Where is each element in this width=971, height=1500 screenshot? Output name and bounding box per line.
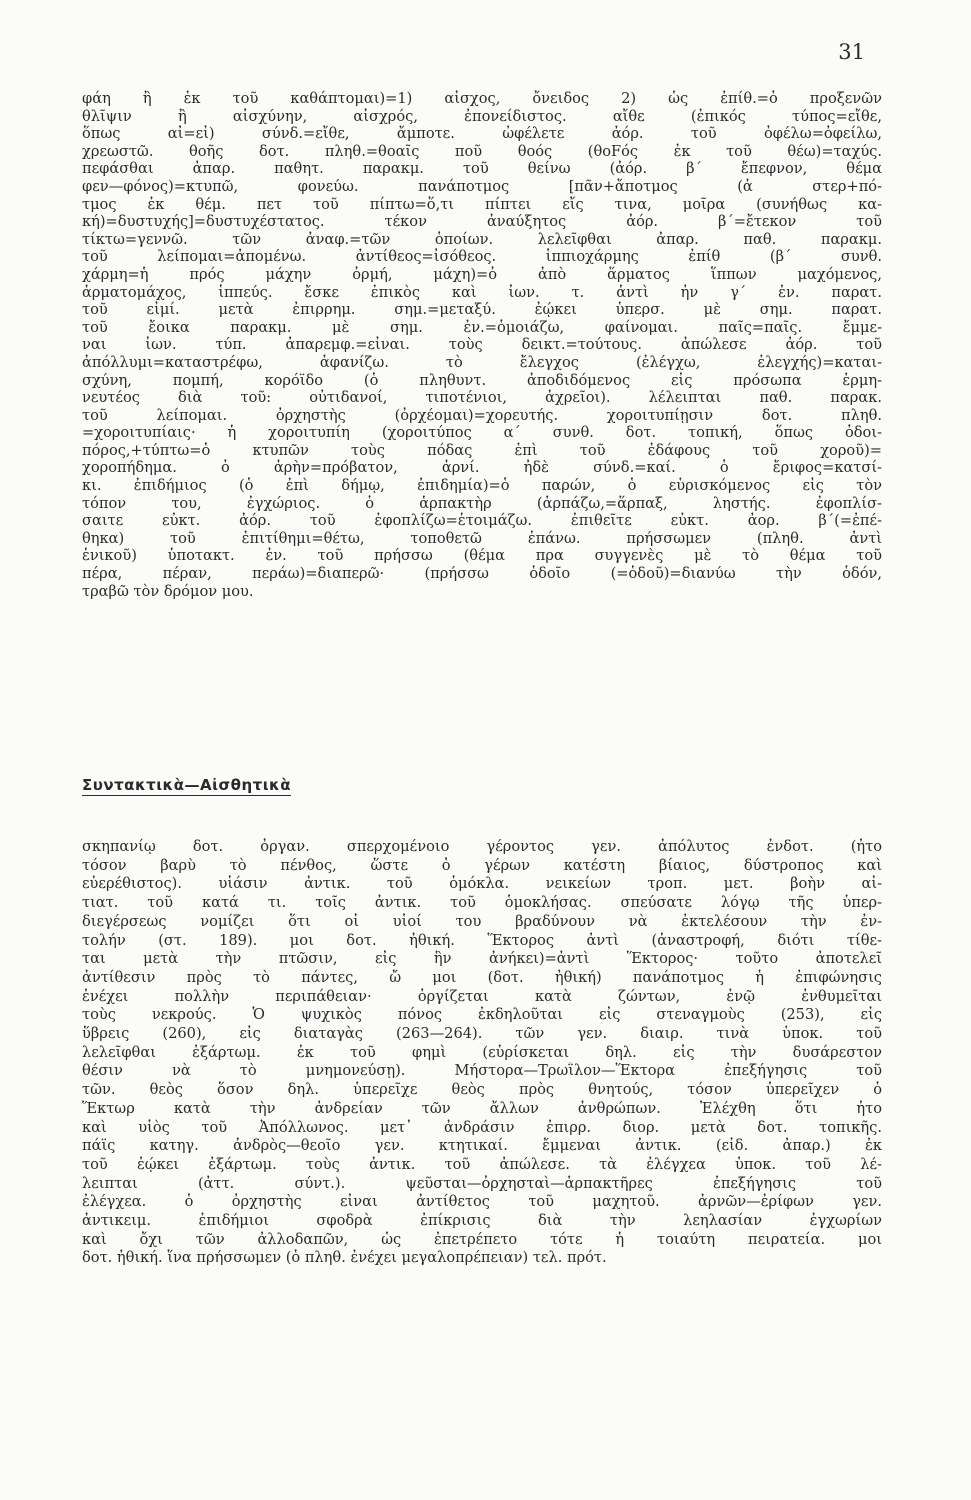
commentary-line: πάϊς κατηγ. ἀνδρὸς—θεοῖο γεν. κτητικαί. ἔμμεναι ἀντικ. (εἰδ. ἀπαρ.) ἐκ [82, 1137, 882, 1155]
glossary-block [82, 90, 882, 600]
glossary-line: τίκτω=γεννῶ. τῶν ἀναφ.=τῶν ὁποίων. λελεῖφθαι ἀπαρ. παθ. παρακμ. [82, 230, 882, 248]
commentary-line: ἐλέγχεα. ὁ ὀρχηστὴς εἶναι ἀντίθετος τοῦ μαχητοῦ. ἀρνῶν—ἐρίφων γεν. [82, 1193, 882, 1211]
glossary-line: τοῦ ἔοικα παρακμ. μὲ σημ. ἐν.=ὁμοιάζω, φαίνομαι. παῖς=παῖς. ἔμμε- [82, 318, 882, 336]
glossary-line: ἑνικοῦ) ὑποτακτ. ἐν. τοῦ πρήσσω (θέμα πρα συγγενὲς μὲ τὸ θέμα τοῦ [82, 547, 882, 565]
glossary-line: πεφάσθαι ἀπαρ. παθητ. παρακμ. τοῦ θείνω (ἀόρ. β΄ ἔπεφνον, θέμα [82, 160, 882, 178]
commentary-line: ἐνέχει πολλὴν περιπάθειαν· ὀργίζεται κατὰ ζώντων, ἐνῷ ἐνθυμεῖται [82, 987, 882, 1005]
commentary-line: τιατ. τοῦ κατά τι. τοῖς ἀντικ. τοῦ ὁμοκλήσας. σπεύσατε λόγῳ τῆς ὑπερ- [82, 894, 882, 912]
commentary-line: λελεῖφθαι ἐξάρτωμ. ἐκ τοῦ φημὶ (εὑρίσκεται δηλ. εἰς τὴν δυσάρεστον [82, 1043, 882, 1061]
glossary-line: χρεωστῶ. θοῆς δοτ. πληθ.=θοαῖς ποῦ θοός (θοFός ἐκ τοῦ θέω)=ταχύς. [82, 142, 882, 160]
glossary-line: τμος ἐκ θέμ. πετ τοῦ πίπτω=ὅ,τι πίπτει εἴς τινα, μοῖρα (συνήθως κα- [82, 195, 882, 213]
glossary-line: ὅπως αἰ=εἰ) σύνδ.=εἴθε, ἄμποτε. ὠφέλετε ἀόρ. τοῦ ὀφέλω=ὀφείλω, [82, 125, 882, 143]
glossary-line: ἁρματομάχος, ἱππεύς. ἔσκε ἐπικὸς καὶ ἰων. τ. ἀντὶ ἦν γ΄ ἑν. παρατ. [82, 283, 882, 301]
commentary-line: διεγέρσεως νομίζει ὅτι οἱ υἱοί του βραδύνουν νὰ ἐκτελέσουν τὴν ἐν- [82, 912, 882, 930]
commentary-line: δοτ. ἠθική. ἵνα πρήσσωμεν (ὁ πληθ. ἐνέχει μεγαλοπρέπειαν) τελ. πρότ. [82, 1249, 607, 1267]
glossary-line: κι. ἐπιδήμιος (ὁ ἐπὶ δήμῳ, ἐπιδημία)=ὁ παρών, ὁ εὑρισκόμενος εἰς τὸν [82, 477, 882, 495]
glossary-line: =χοροιτυπίαις· ἡ χοροιτυπίη (χοροιτύπος α΄ συνθ. δοτ. τοπική, ὅπως ὁδοι- [82, 424, 882, 442]
commentary-line: τολήν (στ. 189). μοι δοτ. ἠθική. Ἕκτορος ἀντὶ (ἀναστροφή, διότι τίθε- [82, 931, 882, 949]
glossary-line: τοῦ λείπομαι=ἀπομένω. ἀντίθεος=ἰσόθεος. ἱππιοχάρμης ἐπίθ (β΄ συνθ. [82, 248, 882, 266]
commentary-line: τοὺς νεκρούς. Ὁ ψυχικὸς πόνος ἐκδηλοῦται εἰς στεναγμοὺς (253), εἰς [82, 1006, 882, 1024]
glossary-line: χάρμη=ἡ πρός μάχην ὁρμή, μάχη)=ὁ ἀπὸ ἅρματος ἵππων μαχόμενος, [82, 265, 882, 283]
glossary-line: θλῖψιν ἢ αἰσχύνην, αἰσχρός, ἐπονείδιστος. αἴθε (ἐπικός τύπος=εἴθε, [82, 107, 882, 125]
glossary-line: νευτέος διὰ τοῦ: οὐτιδανοί, τιποτένιοι, ἀχρεῖοι). λέλειπται παθ. παρακ. [82, 389, 882, 407]
glossary-line: πόρος,+τύπτω=ὁ κτυπῶν τοὺς πόδας ἐπὶ τοῦ ἐδάφους τοῦ χοροῦ)= [82, 441, 882, 459]
commentary-line: τοῦ ἐῴκει ἐξάρτωμ. τοὺς ἀντικ. τοῦ ἀπώλεσε. τὰ ἐλέγχεα ὑποκ. τοῦ λέ- [82, 1155, 882, 1173]
glossary-line: πέρα, πέραν, περάω)=διαπερῶ· (πρήσσω ὁδοῖο (=ὁδοῦ)=διανύω τὴν ὁδόν, [82, 565, 882, 583]
glossary-line: κή)=δυστυχής]=δυστυχέστατος. τέκον ἀναύξητος ἀόρ. β΄=ἔτεκον τοῦ [82, 213, 882, 231]
glossary-line: τοῦ εἰμί. μετὰ ἐπιρρημ. σημ.=μεταξύ. ἐῴκει ὑπερσ. μὲ σημ. παρατ. [82, 301, 882, 319]
commentary-line: ἀντικειμ. ἐπιδήμιοι σφοδρὰ ἐπίκρισις διὰ τὴν λεηλασίαν ἐγχωρίων [82, 1212, 882, 1230]
commentary-line: σκηπανίῳ δοτ. ὀργαν. σπερχομένοιο γέροντος γεν. ἀπόλυτος ἐνδοτ. (ἦτο [82, 838, 882, 855]
commentary-line: λειπται (ἀττ. σύντ.). ψεῦσται—ὀρχησταὶ—ἁρπακτῆρες ἐπεξήγησις τοῦ [82, 1174, 882, 1192]
section-heading: Συντακτικὰ—Αἰσθητικὰ [82, 776, 292, 794]
commentary-line: καὶ ὄχι τῶν ἀλλοδαπῶν, ὡς ἐπετρέπετο τότε ἡ τοιαύτη πειρατεία. μοι [82, 1230, 882, 1248]
glossary-line: ἀπόλλυμι=καταστρέφω, ἀφανίζω. τὸ ἔλεγχος (ἐλέγχω, ἐλεγχής)=καται- [82, 353, 882, 371]
glossary-line: τραβῶ τὸν δρόμον μου. [82, 582, 254, 600]
commentary-line: εὐερέθιστος). υἱάσιν ἀντικ. τοῦ ὁμόκλα. νεικείων τροπ. μετ. βοὴν αἰ- [82, 875, 882, 893]
commentary-line: καὶ υἱὸς τοῦ Ἀπόλλωνος. μετ᾽ ἀνδράσιν ἐπιρρ. διορ. μετὰ δοτ. τοπικῆς. [82, 1118, 882, 1136]
glossary-line: φεν—φόνος)=κτυπῶ, φονεύω. πανάποτμος [πᾶν+ἄποτμος (ἀ στερ+πό- [82, 177, 882, 195]
glossary-line: φάη ἢ ἐκ τοῦ καθάπτομαι)=1) αἶσχος, ὄνειδος 2) ὡς ἐπίθ.=ὁ προξενῶν [82, 90, 882, 107]
glossary-line: τόπον του, ἐγχώριος. ὁ ἁρπακτὴρ (ἁρπάζω,=ἅρπαξ, ληστής. ἐφοπλίσ- [82, 494, 882, 512]
commentary-line: τῶν. θεὸς ὅσον δηλ. ὑπερεῖχε θεὸς πρὸς θνητούς, τόσον ὑπερεῖχεν ὁ [82, 1081, 882, 1099]
commentary-line: ται μετὰ τὴν πτῶσιν, εἰς ἣν ἀνήκει)=ἀντὶ Ἕκτορος· τοῦτο ἀποτελεῖ [82, 950, 882, 968]
commentary-line: τόσον βαρὺ τὸ πένθος, ὥστε ὁ γέρων κατέστη βίαιος, δύστροπος καὶ [82, 856, 882, 874]
commentary-line: θέσιν νὰ τὸ μνημονεύσῃ). Μήστορα—Τρωΐλον—Ἕκτορα ἐπεξήγησις τοῦ [82, 1062, 882, 1080]
commentary-line: Ἕκτωρ κατὰ τὴν ἀνδρείαν τῶν ἄλλων ἀνθρώπων. Ἐλέχθη ὅτι ἦτο [82, 1099, 882, 1117]
glossary-line: ναι ἰων. τύπ. ἀπαρεμφ.=εἶναι. τοὺς δεικτ.=τούτους. ἀπώλεσε ἀόρ. τοῦ [82, 336, 882, 354]
commentary-block [82, 838, 882, 1268]
glossary-line: τοῦ λείπομαι. ὀρχηστὴς (ὀρχέομαι)=χορευτής. χοροιτυπίῃσιν δοτ. πληθ. [82, 406, 882, 424]
glossary-line: χοροπήδημα. ὁ ἀρὴν=πρόβατον, ἀρνί. ἠδὲ σύνδ.=καί. ὁ ἔριφος=κατσί- [82, 459, 882, 477]
glossary-line: σαιτε εὐκτ. ἀόρ. τοῦ ἐφοπλίζω=ἑτοιμάζω. ἐπιθεῖτε εὐκτ. ἀορ. β΄(=ἐπέ- [82, 512, 882, 530]
glossary-line: θηκα) τοῦ ἐπιτίθημι=θέτω, τοποθετῶ ἐπάνω. πρήσσωμεν (πληθ. ἀντὶ [82, 529, 882, 547]
commentary-line: ὕβρεις (260), εἰς διαταγὰς (263—264). τῶν γεν. διαιρ. τινὰ ὑποκ. τοῦ [82, 1025, 882, 1043]
glossary-line: σχύνη, πομπή, κορόϊδο (ὁ πληθυντ. ἀποδιδόμενος εἰς πρόσωπα ἑρμη- [82, 371, 882, 389]
page-number: 31 [838, 40, 865, 64]
commentary-line: ἀντίθεσιν πρὸς τὸ πάντες, ὤ μοι (δοτ. ἠθική) πανάποτμος ἡ ἐπιφώνησις [82, 968, 882, 986]
